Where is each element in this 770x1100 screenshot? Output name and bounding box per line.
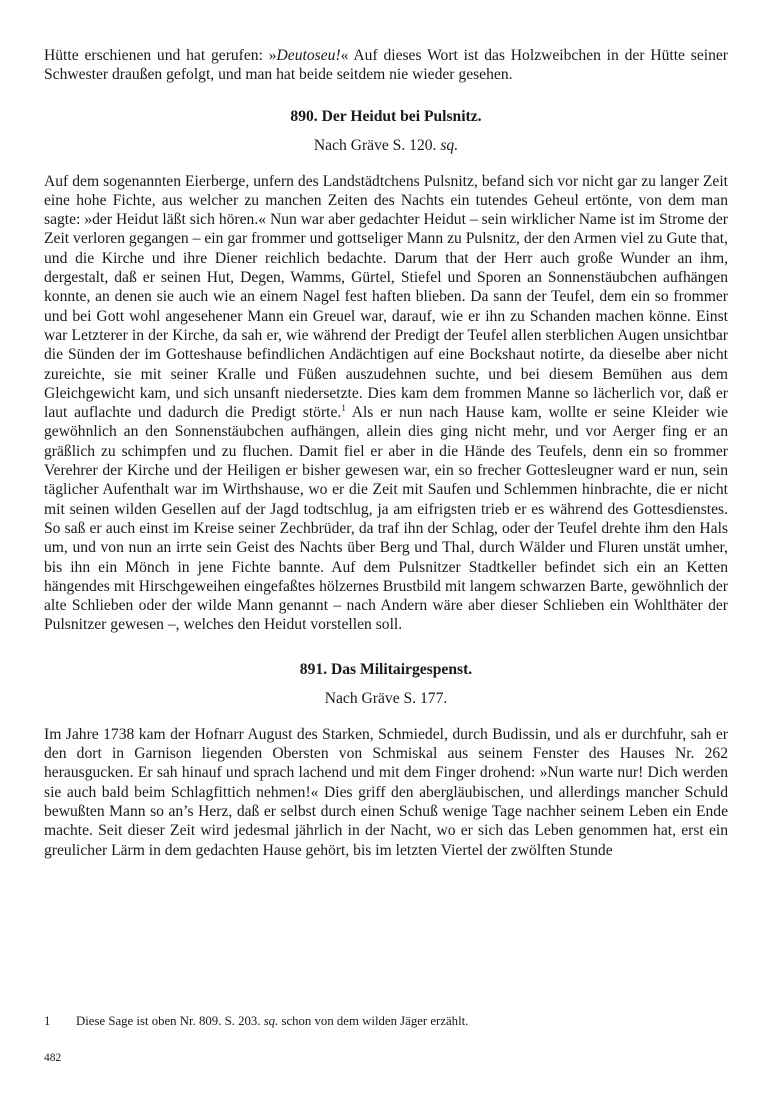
tale-890-source-emphasis: sq. xyxy=(440,136,459,154)
footnote-reference[interactable]: 1 xyxy=(341,402,346,413)
intro-text-cont: « Auf dieses Wort ist das Holzweibchen in der Hütte seiner Schwester draußen gefolgt, und man hat beide seitdem nie wieder gesehen. xyxy=(44,47,729,84)
intro-emphasis: Deutoseu! xyxy=(276,47,341,64)
tale-890-text: Auf dem sogenannten Eierberge, unfern des Landstädtchens Pulsnitz, befand sich vor nicht gar zu langer Zeit eine hohe Fichte, aus welcher zu manchen Zeiten des Nachts ein tutendes Geheul ertönte, von dem man sagte: »der Heidut läßt sich hören.« Nun war aber gedachter Heidut – sein wirklicher Name ist im Strome der Zeit verloren gegangen – ein gar frommer und gottseliger Mann zu Pulsnitz, der den Armen viel zu Gute that, und die Kirche und ihre Diener reichlich bedachte. Darum that der Herr auch große Wunder an ihm, dergestalt, daß er seinen Hut, Degen, Wamms, Gürtel, Stiefel und Sporen an Sonnenstäubchen aufhängen konnte, an denen sie auch wie an einem Nagel fest haften blieben. Da sann der Teufel, dem ein so frommer und bei Gott wohl angesehener Mann ein Greuel war, darauf, wie er ihn zu Schanden machen könne. Einst war Letzterer in der Kirche, da sah er, wie während der Predigt der Teufel allen sterblichen Augen unsichtbar die Sünden der im Gotteshause befindlichen Andächtigen auf eine Bockshaut notirte, da dieselbe aber nicht zureichte, sie mit seiner Kralle und Füßen auszudehnen suchte, und bei diesem Bemühen aus dem Gleichgewicht kam, und sich unsanft niedersetzte. Dies kam dem frommen Manne so lächerlich vor, daß er laut auflachte und dadurch die Predigt störte. xyxy=(44,172,728,422)
tale-890-text-cont: Als er nun nach Hause kam, wollte er seine Kleider wie gewöhnlich an den Sonnenstäubchen aufhängen, allein dies ging nicht mehr, und vor Aerger fing er an gräßlich zu schimpfen und zu fluchen. Damit fiel er aber in die Hände des Teufels, denn ein so frommer Verehrer der Kirche und der Heiligen er bisher gewesen war, ein so frecher Gottesleugner ward er nun, sein täglicher Aufenthalt war im Wirthshause, wo er die Zeit mit Saufen und Schlemmen hinbrachte, die er nicht mit seinen wilden Gesellen auf der Jagd todtschlug, ja am eifrigsten trieb er es während des Gottesdienstes. So saß er auch einst im Kreise seiner Zechbrüder, da traf ihn der Schlag, oder der Teufel drehte ihm den Hals um, und von nun an irrte sein Geist des Nachts über Berg und Thal, durch Wälder und Fluren unstät umher, bis ihn ein Mönch in jene Fichte bannte. Auf dem Pulsnitzer Stadtkeller befindet sich ein an Ketten hängendes mit Hirschgeweihen eingefaßtes hölzernes Brustbild mit langem schwarzen Barte, gewöhnlich der alte Schlieben oder der wilde Mann genannt – nach Andern wäre aber dieser Schlieben ein Wohlthäter der Pulsnitzer gewesen –, welches den Heidut vorstellen soll. xyxy=(44,404,728,634)
tale-890-title: 890. Der Heidut bei Pulsnitz. xyxy=(290,107,482,125)
tale-891-source: Nach Gräve S. 177. xyxy=(324,689,448,707)
tale-890-source-text: Nach Gräve S. 120. xyxy=(313,136,441,154)
footnote-text-cont: schon von dem wilden Jäger erzählt. xyxy=(278,1014,469,1028)
page-number: 482 xyxy=(44,1052,62,1064)
footnote-emphasis: sq. xyxy=(263,1014,279,1028)
tale-890-body xyxy=(44,172,728,635)
footnote xyxy=(44,1013,728,1029)
tale-891-title: 891. Das Militairgespenst. xyxy=(299,660,473,678)
page-content xyxy=(44,46,728,860)
tale-890-source xyxy=(44,136,728,155)
intro-paragraph xyxy=(44,46,728,85)
footnote-number: 1 xyxy=(44,1014,51,1028)
footnote-text: Diese Sage ist oben Nr. 809. S. 203. xyxy=(76,1014,264,1028)
intro-text: Hütte erschienen und hat gerufen: » xyxy=(44,47,277,64)
tale-891-body: Im Jahre 1738 kam der Hofnarr August des Starken, Schmiedel, durch Budissin, und als er durchfuhr, sah er den dort in Garnison liegenden Obersten von Schmiskal aus seinem Fenster des Hauses Nr. 262 herausgucken. Er sah hinauf und sprach lachend und mit dem Finger drohend: »Nun warte nur! Dich werden sie auch bald beim Schlagfittich nehmen!« Dies griff den abergläubischen, und allerdings mancher Schuld bewußten Mann so an’s Herz, daß er selbst durch einen Schuß wenige Tage nachher seinem Leben ein Ende machte. Seit dieser Zeit wird jedesmal jährlich in der Nacht, wo er sich das Leben genommen hat, erst ein greulicher Lärm in dem gedachten Hause gehört, bis im letzten Viertel der zwölften Stunde xyxy=(44,725,728,859)
